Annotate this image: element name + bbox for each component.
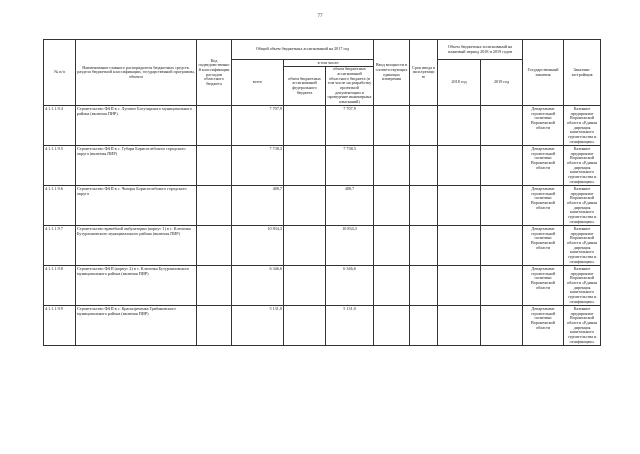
cell-regional: 7 707,9 bbox=[326, 106, 374, 146]
cell-capacity bbox=[374, 146, 410, 186]
header-regional: объем бюджетных ассигнований областного бюджета (в том числе на разработку проектной документации и проведение инженерных изысканий) bbox=[327, 66, 372, 105]
cell-total: 7 738,3 bbox=[232, 146, 284, 186]
table-row bbox=[44, 306, 601, 346]
cell-y2019 bbox=[481, 186, 523, 226]
cell-capacity bbox=[374, 266, 410, 306]
table-row bbox=[44, 146, 601, 186]
cell-y2018 bbox=[438, 186, 481, 226]
cell-name: Строительство ФАП в с. Чигоры Борисоглебского городского округа bbox=[76, 186, 197, 226]
cell-developer: Казенное предприятие Воронежской области «Единая дирекция капитального строительства и газификации» bbox=[564, 266, 601, 306]
cell-capacity bbox=[374, 306, 410, 346]
cell-total: 5 131,0 bbox=[232, 306, 284, 346]
cell-num: 4.1.1.1.9.4 bbox=[44, 106, 76, 146]
header-customer: Государственный заказчик bbox=[523, 40, 564, 106]
cell-name: Строительство ФАП в с. Луговое Богучарского муниципального района (включая ПИР) bbox=[76, 106, 197, 146]
cell-y2019 bbox=[481, 226, 523, 266]
table-row bbox=[44, 266, 601, 306]
header-num: № п/п bbox=[44, 40, 76, 106]
cell-y2019 bbox=[481, 266, 523, 306]
cell-federal bbox=[284, 106, 326, 146]
table-row bbox=[44, 226, 601, 266]
budget-table bbox=[43, 39, 601, 346]
header-deadline: Срок ввода в эксплуатацию bbox=[410, 40, 438, 106]
cell-developer: Казенное предприятие Воронежской области «Единая дирекция капитального строительства и газификации» bbox=[564, 186, 601, 226]
cell-deadline bbox=[410, 306, 438, 346]
table-row bbox=[44, 186, 601, 226]
cell-y2018 bbox=[438, 306, 481, 346]
cell-developer: Казенное предприятие Воронежской области «Единая дирекция капитального строительства и газификации» bbox=[564, 226, 601, 266]
header-planned: Объем бюджетных ассигнований на плановый период 2018 и 2019 годов bbox=[438, 40, 523, 60]
table-body bbox=[44, 106, 601, 346]
cell-customer: Департамент строительной политики Воронежской области bbox=[523, 146, 564, 186]
page-number: 77 bbox=[317, 14, 323, 19]
header-code: Код подведомственной классификации расходов областного бюджета bbox=[197, 40, 232, 106]
cell-deadline bbox=[410, 146, 438, 186]
cell-name: Строительство врачебной амбулатории (корпус 1) в с. Клепочка Бутурлиновского муниципального района (включая ПИР) bbox=[76, 226, 197, 266]
cell-capacity bbox=[374, 226, 410, 266]
cell-y2018 bbox=[438, 106, 481, 146]
cell-developer: Казенное предприятие Воронежской области «Единая дирекция капитального строительства и газификации» bbox=[564, 106, 601, 146]
header-total: всего bbox=[232, 60, 284, 106]
cell-total: 10 834,3 bbox=[232, 226, 284, 266]
cell-capacity bbox=[374, 186, 410, 226]
cell-num: 4.1.1.1.9.5 bbox=[44, 146, 76, 186]
header-developer: Заказчик-застройщик bbox=[564, 40, 601, 106]
header-name: Наименование главного распорядителя бюджетных средств, раздела бюджетной классификации, государственной программы, объекта bbox=[76, 40, 197, 106]
cell-num: 4.1.1.1.9.8 bbox=[44, 266, 76, 306]
cell-code bbox=[197, 226, 232, 266]
cell-deadline bbox=[410, 226, 438, 266]
cell-y2019 bbox=[481, 306, 523, 346]
cell-customer: Департамент строительной политики Воронежской области bbox=[523, 186, 564, 226]
header-volume-2017: Общий объем бюджетных ассигнований на 2017 год bbox=[232, 40, 374, 60]
cell-y2018 bbox=[438, 226, 481, 266]
cell-total: 7 707,9 bbox=[232, 106, 284, 146]
header-2019: 2019 год bbox=[481, 60, 523, 106]
cell-regional: 7 738,3 bbox=[326, 146, 374, 186]
cell-federal bbox=[284, 146, 326, 186]
cell-code bbox=[197, 186, 232, 226]
cell-developer: Казенное предприятие Воронежской области «Единая дирекция капитального строительства и газификации» bbox=[564, 306, 601, 346]
cell-federal bbox=[284, 266, 326, 306]
cell-y2018 bbox=[438, 266, 481, 306]
cell-y2019 bbox=[481, 146, 523, 186]
cell-code bbox=[197, 146, 232, 186]
cell-customer: Департамент строительной политики Воронежской области bbox=[523, 266, 564, 306]
cell-federal bbox=[284, 306, 326, 346]
cell-y2019 bbox=[481, 106, 523, 146]
cell-name: Строительство ФАП в с. Губари Борисоглебского городского округа (включая ПИР) bbox=[76, 146, 197, 186]
cell-customer: Департамент строительной политики Воронежской области bbox=[523, 226, 564, 266]
cell-name: Строительство ФАП (корпус 2) в с. Клепочка Бутурлиновского муниципального района (включая ПИР) bbox=[76, 266, 197, 306]
cell-y2018 bbox=[438, 146, 481, 186]
cell-customer: Департамент строительной политики Воронежской области bbox=[523, 306, 564, 346]
header-federal: объем бюджетных ассигнований федерального бюджета bbox=[284, 66, 326, 106]
cell-capacity bbox=[374, 106, 410, 146]
cell-num: 4.1.1.1.9.9 bbox=[44, 306, 76, 346]
cell-code bbox=[197, 106, 232, 146]
cell-regional: 6 346,6 bbox=[326, 266, 374, 306]
cell-name: Строительство ФАП в с. Краснореченка Грибановского муниципального района (включая ПИР) bbox=[76, 306, 197, 346]
cell-code bbox=[197, 266, 232, 306]
header-2018: 2018 год bbox=[438, 60, 481, 106]
cell-customer: Департамент строительной политики Воронежской области bbox=[523, 106, 564, 146]
table-row bbox=[44, 106, 601, 146]
cell-deadline bbox=[410, 266, 438, 306]
header-row-1 bbox=[44, 40, 601, 60]
cell-federal bbox=[284, 226, 326, 266]
header-incl: в том числе: bbox=[284, 60, 374, 67]
cell-developer: Казенное предприятие Воронежской области «Единая дирекция капитального строительства и газификации» bbox=[564, 146, 601, 186]
cell-regional: 488,7 bbox=[326, 186, 374, 226]
cell-regional: 10 834,3 bbox=[326, 226, 374, 266]
cell-regional: 5 131,0 bbox=[326, 306, 374, 346]
cell-num: 4.1.1.1.9.6 bbox=[44, 186, 76, 226]
cell-code bbox=[197, 306, 232, 346]
cell-deadline bbox=[410, 106, 438, 146]
cell-federal bbox=[284, 186, 326, 226]
cell-total: 6 346,6 bbox=[232, 266, 284, 306]
header-capacity: Ввод мощности в соответствующих единицах измерения bbox=[374, 40, 410, 106]
cell-deadline bbox=[410, 186, 438, 226]
cell-num: 4.1.1.1.9.7 bbox=[44, 226, 76, 266]
cell-total: 488,7 bbox=[232, 186, 284, 226]
